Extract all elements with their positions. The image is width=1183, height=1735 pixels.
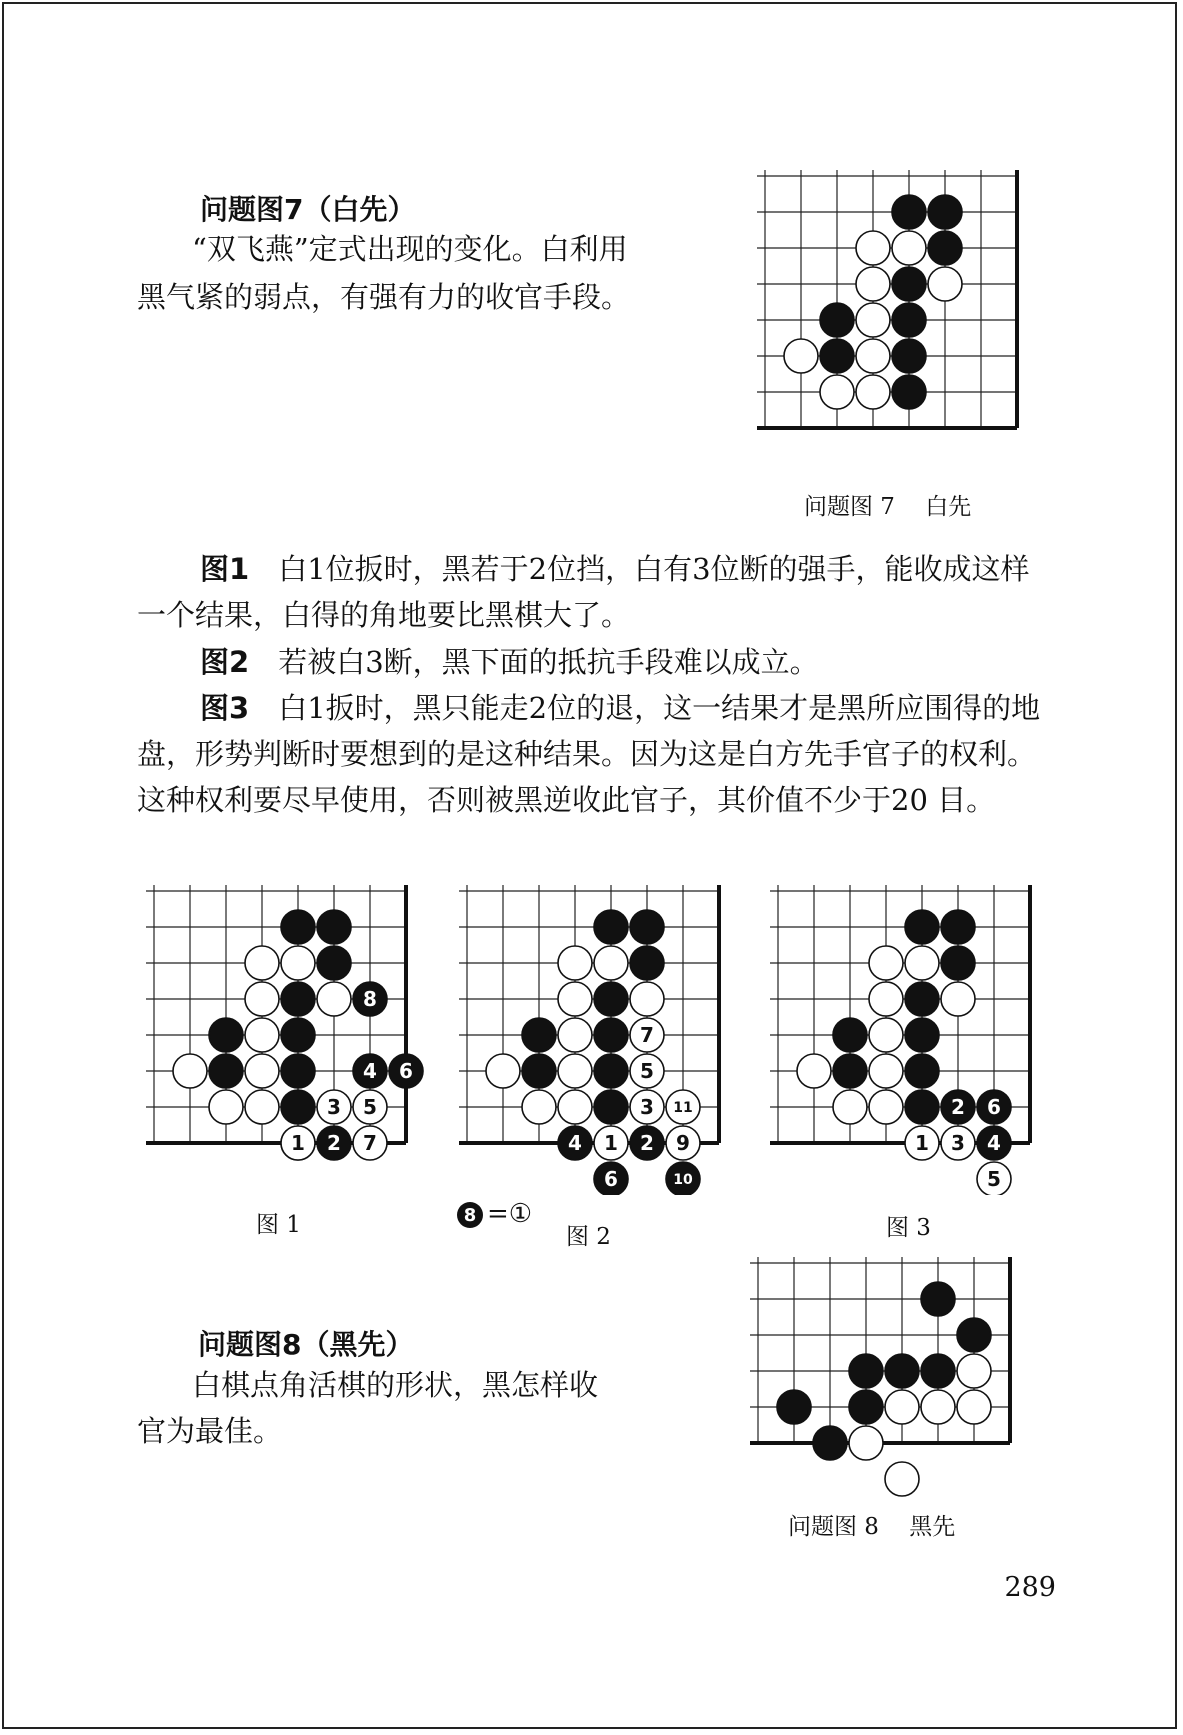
stone-number: 6 bbox=[399, 1059, 413, 1084]
stone-number: 2 bbox=[327, 1131, 341, 1156]
black-stone bbox=[941, 910, 975, 944]
white-stone bbox=[885, 1390, 919, 1424]
problem7-heading: 问题图7（白先） bbox=[200, 193, 416, 226]
black-stone bbox=[905, 1090, 939, 1124]
black-stone bbox=[892, 375, 926, 409]
explanation-fig2 bbox=[137, 639, 1052, 685]
black-stone bbox=[594, 1054, 628, 1088]
stone-number: 1 bbox=[915, 1131, 929, 1156]
black-stone bbox=[630, 910, 664, 944]
problem7-text-line2: 黑气紧的弱点，有强有力的收官手段。 bbox=[137, 280, 631, 314]
black-stone bbox=[905, 982, 939, 1016]
white-stone bbox=[558, 982, 592, 1016]
figure2-note-stone bbox=[455, 1200, 485, 1230]
white-stone bbox=[245, 1018, 279, 1052]
figure2-board bbox=[457, 883, 739, 1195]
black-stone bbox=[957, 1318, 991, 1352]
white-stone bbox=[869, 1090, 903, 1124]
black-stone bbox=[777, 1390, 811, 1424]
white-stone bbox=[833, 1090, 867, 1124]
stone-number: 6 bbox=[987, 1095, 1001, 1120]
white-stone bbox=[941, 982, 975, 1016]
explanation-fig1-text: 白1位扳时，黑若于2位挡，白有3位断的强手，能收成这样一个结果，白得的角地要比黑棋大了。 bbox=[137, 552, 1030, 632]
explanation-fig1-label: 图1 bbox=[200, 552, 250, 586]
white-stone bbox=[957, 1390, 991, 1424]
black-stone bbox=[281, 1090, 315, 1124]
black-stone bbox=[905, 910, 939, 944]
white-stone bbox=[173, 1054, 207, 1088]
black-stone bbox=[594, 1018, 628, 1052]
white-stone bbox=[630, 982, 664, 1016]
white-stone bbox=[558, 1054, 592, 1088]
problem8-text-line1: 白棋点角活棋的形状，黑怎样收 bbox=[192, 1368, 599, 1402]
explanation-fig3 bbox=[137, 685, 1052, 823]
stone-number: 8 bbox=[363, 987, 377, 1012]
stone-number: 7 bbox=[640, 1023, 654, 1048]
white-stone bbox=[869, 1054, 903, 1088]
white-stone bbox=[522, 1090, 556, 1124]
white-stone bbox=[558, 946, 592, 980]
stone-number: 7 bbox=[363, 1131, 377, 1156]
black-stone bbox=[892, 339, 926, 373]
black-stone bbox=[820, 339, 854, 373]
white-stone bbox=[928, 267, 962, 301]
page-number: 289 bbox=[1004, 1572, 1056, 1603]
problem8-text-line2: 官为最佳。 bbox=[137, 1414, 283, 1448]
white-stone bbox=[820, 375, 854, 409]
explanation-fig3-label: 图3 bbox=[200, 691, 250, 725]
black-stone bbox=[281, 910, 315, 944]
stone-number: 11 bbox=[673, 1100, 693, 1117]
stone-number: 1 bbox=[291, 1131, 305, 1156]
white-stone bbox=[957, 1354, 991, 1388]
black-stone bbox=[921, 1354, 955, 1388]
black-stone bbox=[281, 982, 315, 1016]
white-stone bbox=[869, 982, 903, 1016]
white-stone bbox=[856, 231, 890, 265]
figure2-note-eq: =① bbox=[487, 1199, 533, 1229]
black-stone bbox=[928, 231, 962, 265]
problem7-text-line1: “双飞燕”定式出现的变化。白利用 bbox=[192, 232, 628, 266]
stone-number: 6 bbox=[604, 1167, 618, 1192]
stone-number: 4 bbox=[987, 1131, 1001, 1156]
black-stone bbox=[849, 1354, 883, 1388]
white-stone bbox=[594, 946, 628, 980]
white-stone bbox=[558, 1018, 592, 1052]
white-stone bbox=[869, 1018, 903, 1052]
black-stone bbox=[630, 946, 664, 980]
black-stone bbox=[317, 910, 351, 944]
white-stone bbox=[784, 339, 818, 373]
black-stone bbox=[522, 1018, 556, 1052]
white-stone bbox=[856, 375, 890, 409]
figure1-caption: 图 1 bbox=[256, 1212, 301, 1238]
stone-number: 4 bbox=[363, 1059, 377, 1084]
figure3-board bbox=[768, 883, 1050, 1195]
figure2-caption: 图 2 bbox=[566, 1224, 611, 1250]
stone-number: 4 bbox=[568, 1131, 582, 1156]
black-stone bbox=[921, 1282, 955, 1316]
black-stone bbox=[849, 1390, 883, 1424]
white-stone bbox=[245, 946, 279, 980]
stone-number: 3 bbox=[327, 1095, 341, 1120]
explanation-fig2-text: 若被白3断，黑下面的抵抗手段难以成立。 bbox=[249, 645, 819, 679]
explanation-fig2-label: 图2 bbox=[200, 645, 250, 679]
black-stone bbox=[594, 982, 628, 1016]
black-stone bbox=[813, 1426, 847, 1460]
black-stone bbox=[892, 267, 926, 301]
figure2-note-stone-label: 8 bbox=[463, 1205, 477, 1226]
black-stone bbox=[281, 1018, 315, 1052]
problem7-caption: 问题图 7 白先 bbox=[804, 494, 972, 520]
problem7-board bbox=[755, 168, 1037, 480]
problem8-board bbox=[748, 1255, 1030, 1507]
white-stone bbox=[856, 303, 890, 337]
stone-number: 9 bbox=[676, 1131, 690, 1156]
stone-number: 3 bbox=[640, 1095, 654, 1120]
black-stone bbox=[281, 1054, 315, 1088]
black-stone bbox=[892, 303, 926, 337]
problem8-heading: 问题图8（黑先） bbox=[198, 1328, 414, 1361]
explanation-fig3-text: 白1扳时，黑只能走2位的退，这一结果才是黑所应围得的地盘，形势判断时要想到的是这种结果。因为这是白方先手官子的权利。这种权利要尽早使用，否则被黑逆收此官子，其价值不少于20 目。 bbox=[137, 691, 1041, 817]
stone-number: 2 bbox=[640, 1131, 654, 1156]
stone-number: 5 bbox=[987, 1167, 1001, 1192]
stone-number: 5 bbox=[363, 1095, 377, 1120]
white-stone bbox=[905, 946, 939, 980]
figure3-caption: 图 3 bbox=[886, 1215, 931, 1241]
white-stone bbox=[245, 982, 279, 1016]
stone-number: 1 bbox=[604, 1131, 618, 1156]
black-stone bbox=[885, 1354, 919, 1388]
stone-number: 5 bbox=[640, 1059, 654, 1084]
white-stone bbox=[281, 946, 315, 980]
black-stone bbox=[833, 1054, 867, 1088]
black-stone bbox=[820, 303, 854, 337]
black-stone bbox=[594, 910, 628, 944]
black-stone bbox=[833, 1018, 867, 1052]
black-stone bbox=[928, 195, 962, 229]
white-stone bbox=[869, 946, 903, 980]
black-stone bbox=[941, 946, 975, 980]
white-stone bbox=[209, 1090, 243, 1124]
black-stone bbox=[317, 946, 351, 980]
black-stone bbox=[209, 1054, 243, 1088]
white-stone bbox=[558, 1090, 592, 1124]
black-stone bbox=[905, 1054, 939, 1088]
black-stone bbox=[892, 195, 926, 229]
white-stone bbox=[849, 1426, 883, 1460]
white-stone bbox=[245, 1090, 279, 1124]
stone-number: 10 bbox=[673, 1172, 693, 1189]
stone-number: 2 bbox=[951, 1095, 965, 1120]
white-stone bbox=[921, 1390, 955, 1424]
white-stone bbox=[245, 1054, 279, 1088]
black-stone bbox=[522, 1054, 556, 1088]
problem8-caption: 问题图 8 黑先 bbox=[788, 1514, 956, 1540]
stone-number: 3 bbox=[951, 1131, 965, 1156]
white-stone bbox=[486, 1054, 520, 1088]
white-stone bbox=[856, 339, 890, 373]
white-stone bbox=[856, 267, 890, 301]
white-stone bbox=[892, 231, 926, 265]
white-stone bbox=[317, 982, 351, 1016]
black-stone bbox=[594, 1090, 628, 1124]
white-stone bbox=[797, 1054, 831, 1088]
explanation-fig1 bbox=[137, 546, 1052, 638]
black-stone bbox=[209, 1018, 243, 1052]
white-stone bbox=[885, 1462, 919, 1496]
black-stone bbox=[905, 1018, 939, 1052]
figure1-board bbox=[144, 883, 426, 1195]
